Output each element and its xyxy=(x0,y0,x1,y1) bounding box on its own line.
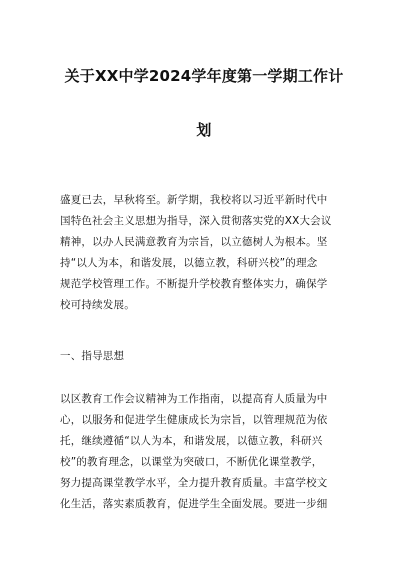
section-line: 化生活，落实素质教育，促进学生全面发展。要进一步细 xyxy=(60,498,328,510)
document-title-line1: 关于XX中学2024学年度第一学期工作计 xyxy=(64,67,344,85)
intro-line: 精神，以办人民满意教育为宗旨，以立德树人为根本。坚 xyxy=(60,236,328,248)
intro-line: 盛夏已去，早秋将至。新学期，我校将以习近平新时代中 xyxy=(60,194,328,206)
section-heading: 一、指导思想 xyxy=(60,350,125,362)
section-line: 校”的教育理念，以课堂为突破口，不断优化课堂教学， xyxy=(60,456,323,468)
section-line: 心，以服务和促进学生健康成长为宗旨，以管理规范为依 xyxy=(60,414,328,426)
intro-line: 持“以人为本，和谐发展，以德立教，科研兴校”的理念 xyxy=(60,257,318,269)
section-line: 努力提高课堂教学水平，全力提升教育质量。丰富学校文 xyxy=(60,477,328,489)
intro-paragraph xyxy=(60,190,360,316)
intro-line: 国特色社会主义思想为指导，深入贯彻落实党的XX大会议 xyxy=(60,215,332,227)
intro-line: 规范学校管理工作。不断提升学校教育整体实力，确保学 xyxy=(60,278,328,290)
section-paragraph xyxy=(60,389,360,515)
section-line: 托，继续遵循“以人为本，和谐发展，以德立教，科研兴 xyxy=(60,435,323,447)
document-title-line2: 划 xyxy=(196,121,212,139)
section-line: 以区教育工作会议精神为工作指南，以提高育人质量为中 xyxy=(60,393,328,405)
intro-line: 校可持续发展。 xyxy=(60,299,135,311)
